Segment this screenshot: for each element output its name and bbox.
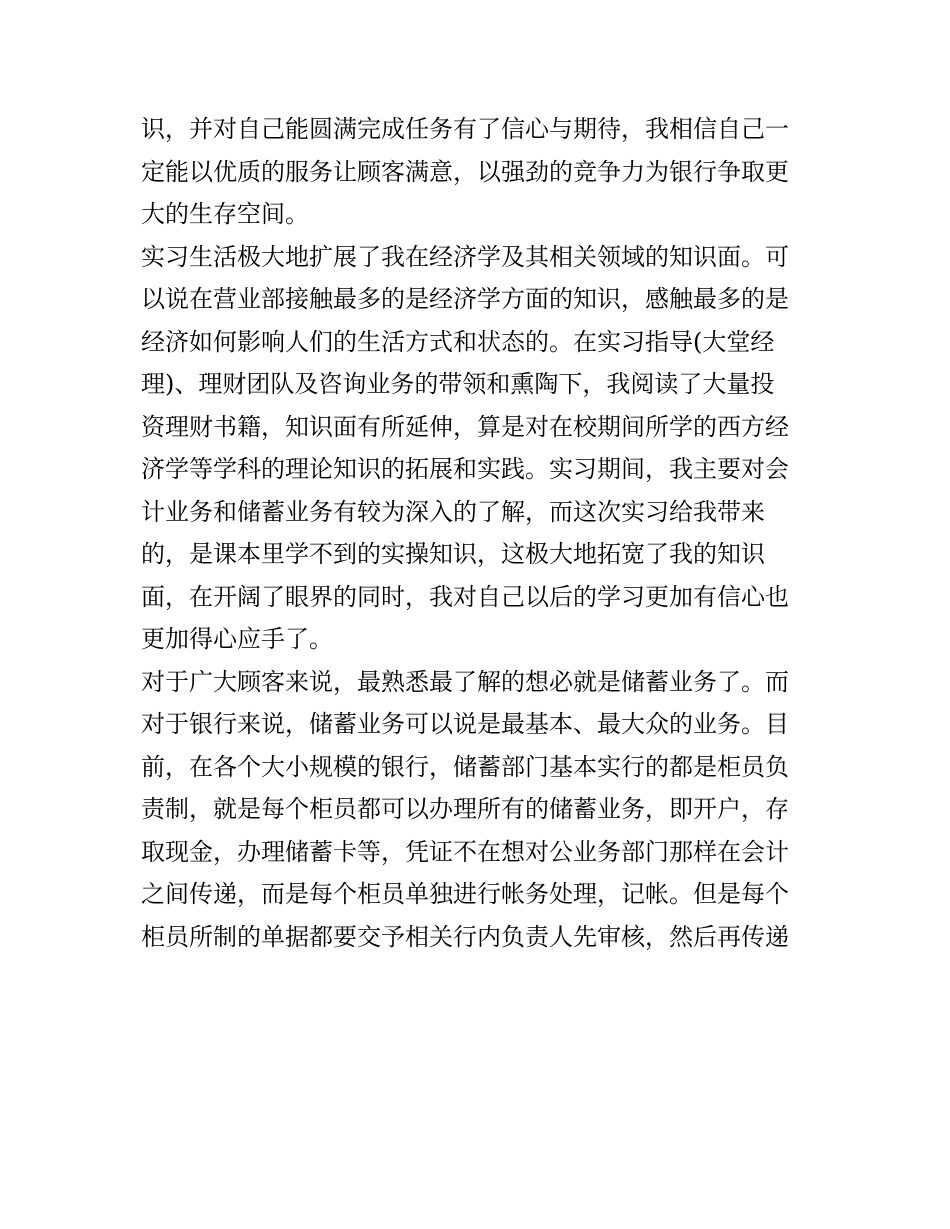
text-line: 资理财书籍，知识面有所延伸，算是对在校期间所学的西方经 xyxy=(141,412,789,441)
text-line: 计业务和储蓄业务有较为深入的了解，而这次实习给我带来 xyxy=(141,497,765,526)
text-line: 之间传递，而是每个柜员单独进行帐务处理，记帐。但是每个 xyxy=(141,880,789,908)
text-line: 大的生存空间。 xyxy=(141,200,309,228)
text-line: 前，在各个大小规模的银行，储蓄部门基本实行的都是柜员负 xyxy=(141,752,789,781)
text-line: 的，是课本里学不到的实操知识，这极大地拓宽了我的知识 xyxy=(141,540,765,568)
text-line: 取现金，办理储蓄卡等，凭证不在想对公业务部门那样在会计 xyxy=(141,837,789,866)
text-line: 对于广大顾客来说，最熟悉最了解的想必就是储蓄业务了。而 xyxy=(141,667,789,696)
text-line: 柜员所制的单据都要交予相关行内负责人先审核，然后再传递 xyxy=(141,922,789,951)
body-text xyxy=(141,108,821,958)
text-line: 实习生活极大地扩展了我在经济学及其相关领域的知识面。可 xyxy=(141,242,789,271)
text-line: 经济如何影响人们的生活方式和状态的。在实习指导(大堂经 xyxy=(141,327,775,356)
text-line: 面，在开阔了眼界的同时，我对自己以后的学习更加有信心也 xyxy=(141,582,789,611)
text-line: 责制，就是每个柜员都可以办理所有的储蓄业务，即开户，存 xyxy=(141,795,789,823)
text-line: 对于银行来说，储蓄业务可以说是最基本、最大众的业务。目 xyxy=(141,710,789,738)
text-line: 更加得心应手了。 xyxy=(141,625,333,653)
text-line: 识，并对自己能圆满完成任务有了信心与期待，我相信自己一 xyxy=(141,115,789,143)
text-line: 济学等学科的理论知识的拓展和实践。实习期间，我主要对会 xyxy=(141,455,789,483)
text-line: 定能以优质的服务让顾客满意，以强劲的竞争力为银行争取更 xyxy=(141,157,789,186)
text-line: 理)、理财团队及咨询业务的带领和熏陶下，我阅读了大量投 xyxy=(141,370,775,398)
text-line: 以说在营业部接触最多的是经济学方面的知识，感触最多的是 xyxy=(141,285,789,313)
